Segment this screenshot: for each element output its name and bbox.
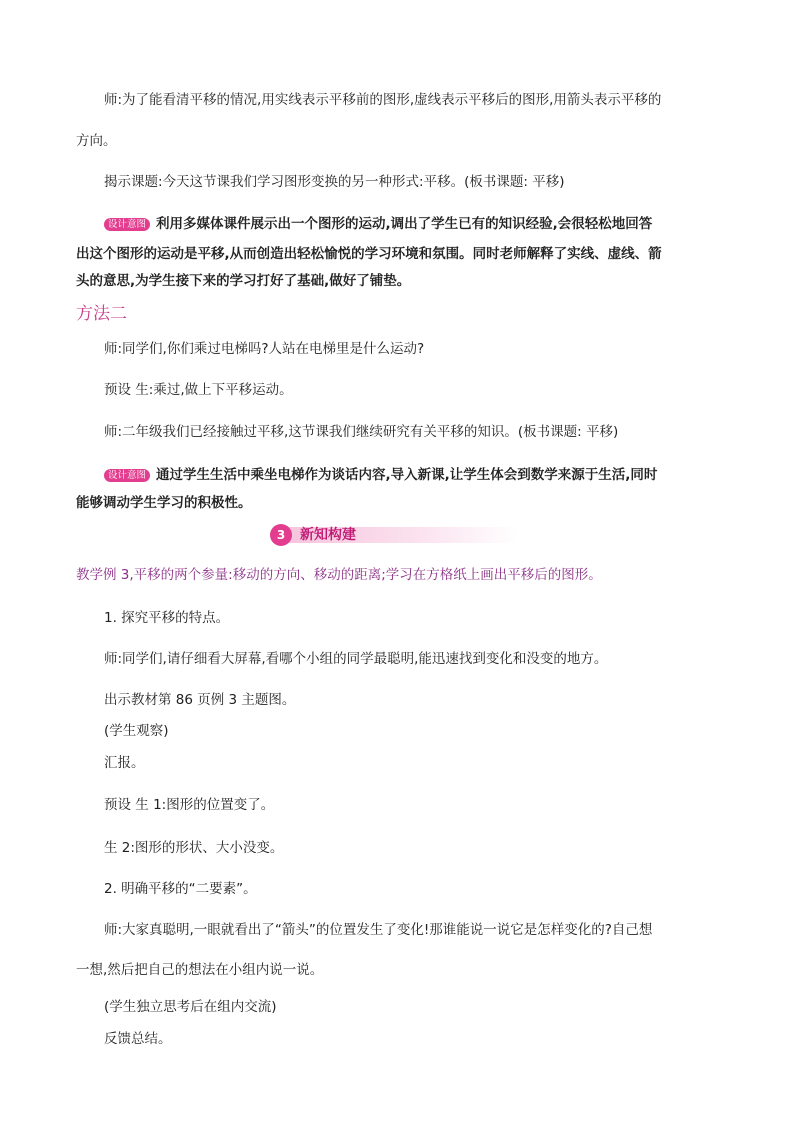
para1-line2: 方向。 <box>76 133 117 149</box>
section-number-badge: 3 <box>270 524 292 546</box>
step-2-p1-line1: 师:大家真聪明,一眼就看出了“箭头”的位置发生了变化!那谁能说一说它是怎样变化的?自己想 <box>104 922 653 938</box>
method2-p1: 师:同学们,你们乘过电梯吗?人站在电梯里是什么运动? <box>104 341 425 357</box>
design-intent-1-text: 利用多媒体课件展示出一个图形的运动,调出了学生已有的知识经验,会很轻松地回答 <box>156 216 653 232</box>
step-2-p3: 反馈总结。 <box>104 1031 172 1047</box>
section-title: 新知构建 <box>300 527 356 543</box>
design-intent-1-line2: 出这个图形的运动是平移,从而创造出轻松愉悦的学习环境和氛围。同时老师解释了实线、虚线、箭 <box>76 246 662 262</box>
step-2-heading: 2. 明确平移的“二要素”。 <box>104 881 257 897</box>
step-1-p1: 师:同学们,请仔细看大屏幕,看哪个小组的同学最聪明,能迅速找到变化和没变的地方。 <box>104 651 608 667</box>
design-intent-1-line3: 头的意思,为学生接下来的学习打好了基础,做好了铺垫。 <box>76 273 411 289</box>
step-1-p3: (学生观察) <box>104 723 169 739</box>
design-intent-badge: 设计意图 <box>104 218 150 231</box>
step-1-p6: 生 2:图形的形状、大小没变。 <box>104 840 284 856</box>
design-intent-1-line1 <box>104 215 652 233</box>
method2-p2: 预设 生:乘过,做上下平移运动。 <box>104 382 293 398</box>
method2-p3: 师:二年级我们已经接触过平移,这节课我们继续研究有关平移的知识。(板书课题: 平移) <box>104 424 619 440</box>
step-1-heading: 1. 探究平移的特点。 <box>104 610 230 626</box>
section-banner <box>270 524 524 546</box>
para2: 揭示课题:今天这节课我们学习图形变换的另一种形式:平移。(板书课题: 平移) <box>104 174 565 190</box>
step-1-p5: 预设 生 1:图形的位置变了。 <box>104 797 275 813</box>
design-intent-2-text: 通过学生生活中乘坐电梯作为谈话内容,导入新课,让学生体会到数学来源于生活,同时 <box>156 467 658 483</box>
design-intent-badge: 设计意图 <box>104 469 150 482</box>
para1-line1: 师:为了能看清平移的情况,用实线表示平移前的图形,虚线表示平移后的图形,用箭头表示平移的 <box>104 92 662 108</box>
step-1-p2: 出示教材第 86 页例 3 主题图。 <box>104 692 296 708</box>
teaching-goal: 教学例 3,平移的两个参量:移动的方向、移动的距离;学习在方格纸上画出平移后的图形。 <box>76 567 602 583</box>
step-1-p4: 汇报。 <box>104 755 145 771</box>
design-intent-2-line2: 能够调动学生学习的积极性。 <box>76 495 252 511</box>
step-2-p2: (学生独立思考后在组内交流) <box>104 999 277 1015</box>
design-intent-2-line1 <box>104 466 657 484</box>
method-2-heading: 方法二 <box>76 304 127 324</box>
step-2-p1-line2: 一想,然后把自己的想法在小组内说一说。 <box>76 962 324 978</box>
